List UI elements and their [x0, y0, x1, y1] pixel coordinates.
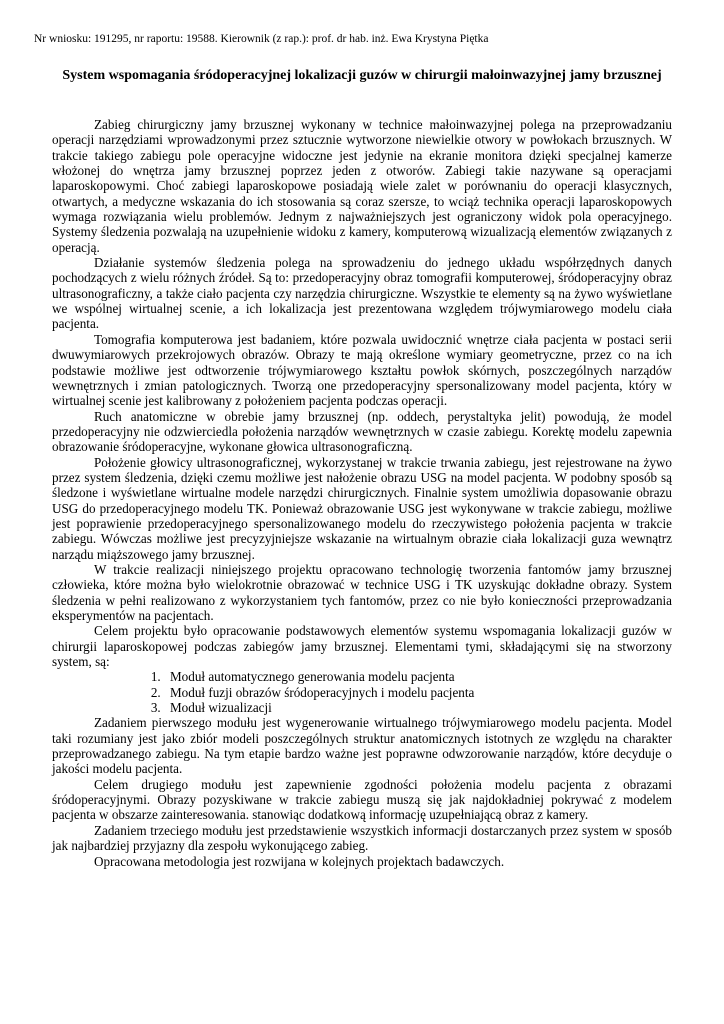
paragraph-anatomical-motion: Ruch anatomiczne w obrebie jamy brzusznej (np. oddech, perystaltyka jelit) powodują, że model przedoperacyjny nie odzwierciedla położenia narządów wewnętrznych w czasie zabiegu. Korektę modelu zapewnia obrazowanie śródoperacyjne, wykonane głowica ultrasonograficzną. — [52, 408, 672, 455]
module-list-item: 3. Moduł wizualizacji — [164, 700, 672, 715]
paragraph-intro: Zabieg chirurgiczny jamy brzusznej wykonany w technice małoinwazyjnej polega na przeprowadzaniu operacji narzędziami wprowadzonymi przez sztucznie wytworzone niewielkie otwory w powłokach brzusznych. W trakcie takiego zabiegu pole operacyjne widoczne jest jedynie na ekranie monitora dzięki specjalnej kamerze włożonej do wnętrza jamy brzusznej poprzez jeden z otworów. Zabiegi takie nazywane są operacjami laparoskopowymi. Choć zabiegi laparoskopowe posiadają wiele zalet w porównaniu do operacji klasycznych, otwartych, a medyczne wskazania do ich stosowania są coraz szersze, to wciąż technika operacji laparoskopowych wymaga rozwiązania wielu problemów. Jednym z najważniejszych jest ograniczony widok pola operacyjnego. Systemy śledzenia pozwalają na uzupełnienie widoku z kamery, komputerową wizualizacją elementów związanych z operacją. — [52, 117, 672, 255]
module-list — [52, 669, 672, 715]
document-body — [52, 117, 672, 869]
project-header: Nr wniosku: 191295, nr raportu: 19588. Kierownik (z rap.): prof. dr hab. inż. Ewa Krystyna Piętka — [34, 33, 489, 45]
paragraph-project-goal: Celem projektu było opracowanie podstawowych elementów systemu wspomagania lokalizacji guzów w chirurgii laparoskopowej podczas zabiegów jamy brzusznej. Elementami tymi, składającymi się na stworzony system, są: — [52, 623, 672, 670]
paragraph-module-three: Zadaniem trzeciego modułu jest przedstawienie wszystkich informacji dostarczanych przez system w sposób jak najbardziej przyjazny dla zespołu wykonującego zabieg. — [52, 822, 672, 854]
paragraph-computed-tomography: Tomografia komputerowa jest badaniem, które pozwala uwidocznić wnętrze ciała pacjenta w postaci serii dwuwymiarowych przekrojowych obrazów. Obrazy te mają określone wymiary geometryczne, przez co na ich podstawie możliwe jest odtworzenie trójwymiarowego kształtu powłok skórnych, poszczególnych narządów wewnętrznych i zmian patologicznych. Tworzą one przedoperacyjny spersonalizowany model pacjenta, który w wirtualnej scenie jest kalibrowany z położeniem pacjenta podczas operacji. — [52, 331, 672, 409]
paragraph-module-one: Zadaniem pierwszego modułu jest wygenerowanie wirtualnego trójwymiarowego modelu pacjenta. Model taki rozumiany jest jako zbiór modeli poszczególnych struktur anatomicznych istotnych ze względu na charakter przeprowadzanego zabiegu. Na tym etapie bardzo ważne jest poprawne odwzorowanie narządów, które decyduje o jakości modelu pacjenta. — [52, 715, 672, 777]
paragraph-phantoms: W trakcie realizacji niniejszego projektu opracowano technologię tworzenia fantomów jamy brzusznej człowieka, które można było wielokrotnie obrazować w technice USG i TK uzyskując dokładne obrazy. System śledzenia w pełni realizowano z wykorzystaniem tych fantomów, przez co nie było konieczności przeprowadzania eksperymentów na pacjentach. — [52, 561, 672, 623]
module-list-item: 2. Moduł fuzji obrazów śródoperacyjnych i modelu pacjenta — [164, 685, 672, 700]
document-title: System wspomagania śródoperacyjnej lokalizacji guzów w chirurgii małoinwazyjnej jamy brzusznej — [62, 68, 662, 83]
paragraph-module-two: Celem drugiego modułu jest zapewnienie zgodności położenia modelu pacjenta z obrazami śródoperacyjnymi. Obrazy pozyskiwane w trakcie zabiegu muszą się jak najdokładniej pokrywać z modelem pacjenta w obszarze zainteresowania. stanowiąc dodatkową informację uzupełniającą obraz z kamery. — [52, 776, 672, 823]
paragraph-closing: Opracowana metodologia jest rozwijana w kolejnych projektach badawczych. — [94, 853, 505, 869]
paragraph-tracking-systems: Działanie systemów śledzenia polega na sprowadzeniu do jednego układu współrzędnych danych pochodzących z wielu różnych źródeł. Są to: przedoperacyjny obraz tomografii komputerowej, śródoperacyjny obraz ultrasonograficzny, a także ciało pacjenta czy narzędzia chirurgiczne. Wszystkie te elementy są na żywo wyświetlane we wspólnej wirtualnej scenie, a ich lokalizacja jest prezentowana względem trójwymiarowego modelu ciała pacjenta. — [52, 255, 672, 332]
module-list-item: 1. Moduł automatycznego generowania modelu pacjenta — [164, 669, 672, 684]
paragraph-ultrasound-probe: Położenie głowicy ultrasonograficznej, wykorzystanej w trakcie trwania zabiegu, jest rejestrowane na żywo przez system śledzenia, dzięki czemu możliwe jest nałożenie obrazu USG na model pacjenta. W podobny sposób są śledzone i wyświetlane wirtualne modele narzędzi chirurgicznych. Finalnie system umożliwia dopasowanie obrazu USG do przedoperacyjnego modelu TK. Ponieważ obrazowanie USG jest wykonywane w trakcie zabiegu, możliwe jest poprawienie przedoperacyjnego spersonalizowanego modelu do rzeczywistego położenia pacjenta w trakcie zabiegu. Wówczas możliwe jest precyzyjniejsze wskazanie na wirtualnym obrazie ciała lokalizacji guza wewnątrz narządu miąższowego jamy brzusznej. — [52, 454, 672, 562]
